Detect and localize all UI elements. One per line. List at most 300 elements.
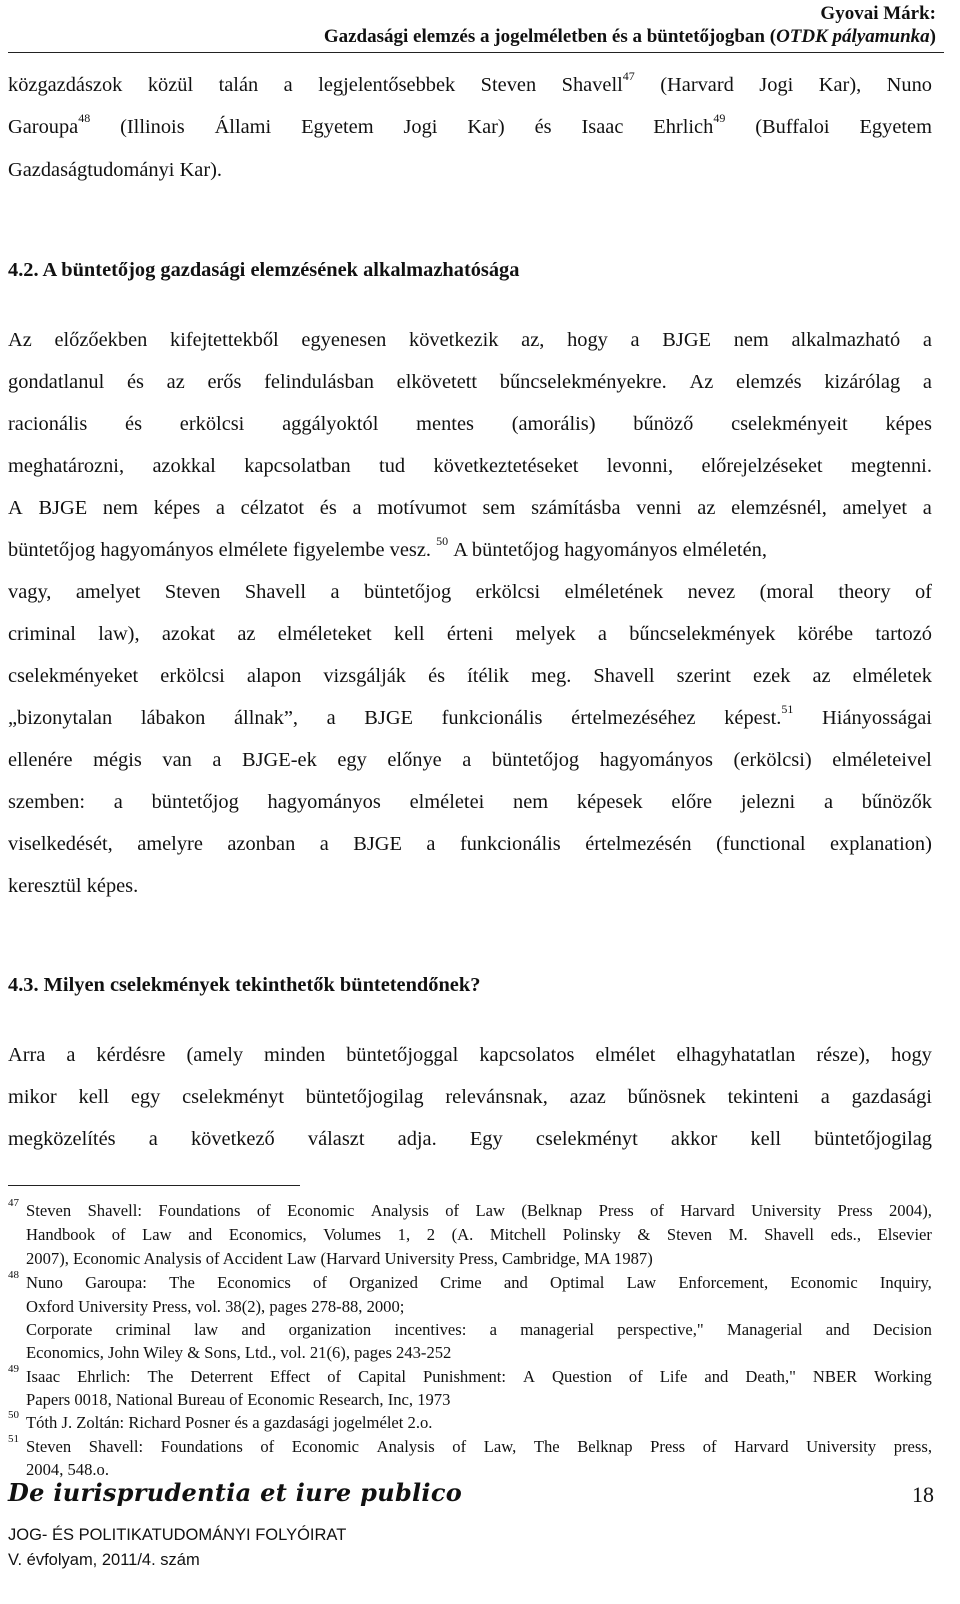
body-line: keresztül képes.: [8, 875, 139, 897]
word: bűncselekmények: [629, 623, 776, 645]
body-line: [8, 661, 932, 691]
word: elhagyhatatlan: [676, 1044, 796, 1066]
word: képest.$^{51}$: [724, 702, 794, 729]
body-line: [8, 493, 932, 523]
header-title-main: Gazdasági elemzés a jogelméletben és a büntetőjogban (: [323, 26, 777, 47]
word: Law: [626, 1273, 657, 1292]
word: kifejtettekből: [170, 329, 279, 351]
word: explanation): [830, 833, 932, 855]
footnote-number: 48: [8, 1269, 19, 1281]
word: The: [147, 1367, 174, 1386]
word: Economics,: [228, 1225, 307, 1244]
word: sem: [482, 497, 516, 519]
word: Ehrlich$^{49}$: [653, 111, 726, 138]
word: következik: [409, 329, 499, 351]
word: a: [326, 707, 336, 729]
word: büntetőjog: [151, 791, 239, 813]
footnote-line: [26, 1318, 932, 1342]
word: and: [503, 1273, 528, 1292]
word: and: [825, 1320, 850, 1339]
word: Steven: [26, 1437, 72, 1456]
word: Law,: [483, 1437, 517, 1456]
word: funkcionális: [441, 707, 543, 729]
word: Egyetem: [301, 116, 374, 138]
footnote-line: [26, 1435, 932, 1459]
footnote-line: 2004, 548.o.: [26, 1460, 109, 1479]
word: értelmezéséhez: [571, 707, 696, 729]
word: az,: [521, 329, 545, 351]
body-line: [8, 409, 932, 439]
word: és: [534, 116, 552, 138]
word: azokkal: [152, 455, 216, 477]
body-line: [8, 70, 932, 100]
body-text: büntetőjog hagyományos elmélete figyelembe vesz.: [8, 539, 431, 561]
word: Egyetem: [859, 116, 932, 138]
word: of: [445, 1201, 460, 1220]
word: 2004),: [889, 1201, 932, 1220]
word: gondatlanul: [8, 371, 105, 393]
word: Jogi: [759, 74, 794, 96]
word: Economic: [291, 1437, 360, 1456]
word: vagy,: [8, 581, 52, 603]
word: egy: [337, 749, 367, 771]
word: a: [426, 833, 436, 855]
word: Ehrlich:: [77, 1367, 131, 1386]
word: (erkölcsi): [733, 749, 812, 771]
word: alkalmazható: [791, 329, 901, 351]
word: erős: [207, 371, 242, 393]
word: Hiányosságai: [822, 707, 932, 729]
word: talán: [218, 74, 259, 96]
word: Shavell: [244, 581, 306, 603]
word: Managerial: [726, 1320, 803, 1339]
word: megtenni.: [850, 455, 932, 477]
word: (amorális): [511, 413, 596, 435]
word: University: [751, 1201, 822, 1220]
word: az: [237, 623, 256, 645]
word: számításba: [531, 497, 621, 519]
word: megközelítés: [8, 1128, 116, 1150]
word: erkölcsi: [475, 581, 541, 603]
word: ellenére: [8, 749, 73, 771]
word: and: [188, 1225, 213, 1244]
word: előzőekben: [54, 329, 148, 351]
header-author: Gyovai Márk:: [820, 3, 936, 24]
word: Harvard: [680, 1201, 735, 1220]
word: kérdésre: [96, 1044, 166, 1066]
word: amelyre: [137, 833, 203, 855]
word: képes: [885, 413, 932, 435]
word: adja.: [397, 1128, 437, 1150]
word: a: [215, 497, 225, 519]
word: kell: [394, 623, 425, 645]
word: managerial: [520, 1320, 594, 1339]
word: cselekményt: [182, 1086, 285, 1108]
word: Garoupa:: [85, 1273, 147, 1292]
word: Volumes: [323, 1225, 382, 1244]
footnote-line: Economics, John Wiley & Sons, Ltd., vol. 21(6), pages 243-252: [26, 1343, 452, 1362]
word: része),: [816, 1044, 871, 1066]
page-number: 18: [912, 1482, 934, 1507]
word: szemben:: [8, 791, 86, 813]
word: Law: [142, 1225, 172, 1244]
body-line: [8, 535, 932, 565]
word: felindulásban: [264, 371, 374, 393]
word: theory: [838, 581, 891, 603]
word: Foundations: [160, 1437, 243, 1456]
word: BJGE: [38, 497, 88, 519]
word: of: [452, 1437, 467, 1456]
word: viselkedését,: [8, 833, 113, 855]
word: következtetéseket: [433, 455, 579, 477]
word: a: [283, 74, 293, 96]
word: criminal: [8, 623, 76, 645]
word: az: [812, 665, 831, 687]
word: „bizonytalan: [8, 707, 113, 729]
word: (amely: [186, 1044, 244, 1066]
word: elméleteket: [277, 623, 372, 645]
word: Handbook: [26, 1225, 96, 1244]
word: of: [256, 1201, 271, 1220]
word: jelezni: [740, 791, 796, 813]
word: nem: [513, 791, 549, 813]
word: mégis: [93, 749, 142, 771]
word: elemzésnél,: [731, 497, 827, 519]
word: Jogi: [403, 116, 438, 138]
body-line: [8, 1124, 932, 1154]
word: (moral: [759, 581, 814, 603]
word: of: [111, 1225, 126, 1244]
word: of: [313, 1273, 327, 1292]
word: a: [113, 791, 123, 813]
word: és: [428, 665, 446, 687]
word: of: [650, 1201, 664, 1220]
footnote-line: [26, 1271, 932, 1295]
word: ítélik: [467, 665, 510, 687]
footnote-separator: [8, 1185, 300, 1186]
word: nem: [733, 329, 769, 351]
word: elmélet: [595, 1044, 656, 1066]
word: venni: [636, 497, 682, 519]
word: BJGE-ek: [242, 749, 317, 771]
word: A: [8, 497, 23, 519]
word: büntetőjog: [491, 749, 580, 771]
word: &: [637, 1225, 651, 1244]
word: Analysis: [376, 1437, 435, 1456]
word: (functional: [716, 833, 806, 855]
word: (A.: [451, 1225, 474, 1244]
word: kizárólag: [824, 371, 901, 393]
word: tartozó: [875, 623, 932, 645]
word: elméletek: [852, 665, 932, 687]
word: lábakon: [140, 707, 206, 729]
word: The: [533, 1437, 560, 1456]
word: a: [352, 497, 362, 519]
word: Isaac: [581, 116, 624, 138]
word: (Belknap: [521, 1201, 583, 1220]
word: Mitchell: [489, 1225, 547, 1244]
word: büntetőjog: [363, 581, 452, 603]
word: a: [922, 497, 932, 519]
footnote-line: Papers 0018, National Bureau of Economic Research, Inc, 1973: [26, 1390, 451, 1409]
word: amelyet: [75, 581, 141, 603]
word: tud: [379, 455, 406, 477]
word: Állami: [214, 116, 272, 138]
word: szerint: [676, 665, 731, 687]
word: büntetőjoggal: [346, 1044, 459, 1066]
word: Steven: [666, 1225, 713, 1244]
word: egyenesen: [301, 329, 387, 351]
word: funkcionális: [459, 833, 561, 855]
word: criminal: [115, 1320, 171, 1339]
word: University: [806, 1437, 877, 1456]
word: A: [523, 1367, 535, 1386]
word: Garoupa$^{48}$: [8, 111, 91, 138]
word: Economic: [287, 1201, 355, 1220]
word: Belknap: [577, 1437, 633, 1456]
word: a: [597, 623, 607, 645]
word: kell: [78, 1086, 110, 1108]
word: azaz: [569, 1086, 606, 1108]
word: amelyet: [842, 497, 908, 519]
word: Enforcement,: [678, 1273, 769, 1292]
word: 1,: [397, 1225, 411, 1244]
word: levonni,: [606, 455, 674, 477]
body-line: [8, 829, 932, 859]
word: büntetőjogilag: [814, 1128, 932, 1150]
word: Economic: [790, 1273, 858, 1292]
footnote-number: 50: [8, 1409, 19, 1421]
journal-issue: V. évfolyam, 2011/4. szám: [8, 1551, 200, 1569]
footnote-line: Tóth J. Zoltán: Richard Posner és a gazdasági jogelmélet 2.o.: [26, 1413, 433, 1432]
word: Steven: [26, 1201, 72, 1220]
body-line: [8, 1040, 932, 1070]
footnote-ref: 50: [436, 534, 449, 549]
word: Egy: [469, 1128, 503, 1150]
word: Punishment:: [423, 1367, 506, 1386]
body-line: [8, 325, 932, 355]
word: elméletének: [564, 581, 664, 603]
word: (Harvard: [660, 74, 734, 96]
body-line: [8, 745, 932, 775]
body-line: [8, 619, 932, 649]
word: perspective,": [617, 1320, 704, 1339]
word: Shavell: [593, 665, 655, 687]
word: elméleteivel: [832, 749, 932, 771]
header-title-close: ): [929, 26, 936, 47]
word: Steven: [164, 581, 221, 603]
footnote-number: 49: [8, 1363, 19, 1375]
word: Capital: [358, 1367, 407, 1386]
word: Deterrent: [190, 1367, 254, 1386]
word: Az: [689, 371, 714, 393]
section-heading-4-2: 4.2. A büntetőjog gazdasági elemzésének alkalmazhatósága: [8, 259, 520, 281]
word: Steven: [480, 74, 537, 96]
word: következő: [190, 1128, 275, 1150]
word: Law: [475, 1201, 505, 1220]
footnote-number: 51: [8, 1433, 19, 1445]
word: Crime: [440, 1273, 482, 1292]
journal-name: JOG- ÉS POLITIKATUDOMÁNYI FOLYÓIRAT: [8, 1526, 347, 1544]
word: NBER: [812, 1367, 858, 1386]
footnote-line: [26, 1223, 932, 1247]
word: of: [260, 1437, 275, 1456]
word: minden: [264, 1044, 326, 1066]
body-line: [8, 703, 932, 733]
footnote-line: Oxford University Press, vol. 38(2), pages 278-88, 2000;: [26, 1297, 405, 1316]
word: Organized: [349, 1273, 418, 1292]
word: M.: [728, 1225, 748, 1244]
word: akkor: [670, 1128, 718, 1150]
word: kapcsolatban: [244, 455, 351, 477]
word: kell: [750, 1128, 782, 1150]
word: of: [628, 1367, 643, 1386]
word: közgazdászok: [8, 74, 123, 96]
word: elméletei: [409, 791, 485, 813]
body-line: [8, 787, 932, 817]
word: előnye: [387, 749, 442, 771]
word: erkölcsi: [160, 665, 225, 687]
word: a: [330, 581, 340, 603]
word: eds.,: [830, 1225, 861, 1244]
word: Effect: [270, 1367, 311, 1386]
word: Foundations: [158, 1201, 241, 1220]
word: and: [704, 1367, 729, 1386]
word: Elsevier: [877, 1225, 932, 1244]
header-rule: [8, 52, 944, 53]
word: képesek: [576, 791, 643, 813]
word: (Buffaloi: [755, 116, 830, 138]
word: elkövetett: [396, 371, 478, 393]
word: ezek: [753, 665, 791, 687]
word: a: [148, 1128, 158, 1150]
section-heading-4-3: 4.3. Milyen cselekmények tekinthetők büntetendőnek?: [8, 974, 481, 996]
word: azonban: [227, 833, 296, 855]
word: and: [241, 1320, 266, 1339]
word: cselekményt: [535, 1128, 638, 1150]
word: gazdasági: [851, 1086, 932, 1108]
word: Economics: [217, 1273, 291, 1292]
word: bűncselekményekre.: [499, 371, 667, 393]
word: Death,": [745, 1367, 796, 1386]
word: incentives:: [394, 1320, 467, 1339]
word: Decision: [872, 1320, 932, 1339]
word: nem: [102, 497, 138, 519]
word: Life: [659, 1367, 688, 1386]
word: Kar): [467, 116, 505, 138]
footnote-ref: 49: [713, 111, 726, 126]
word: Polinsky: [562, 1225, 621, 1244]
word: Az: [8, 329, 32, 351]
word: kapcsolatos: [479, 1044, 575, 1066]
word: a: [922, 329, 932, 351]
word: bűnösnek: [627, 1086, 706, 1108]
word: Isaac: [26, 1367, 61, 1386]
word: BJGE: [662, 329, 711, 351]
body-line: [8, 112, 932, 142]
word: Question: [551, 1367, 612, 1386]
word: erkölcsi: [179, 413, 245, 435]
word: alapon: [246, 665, 302, 687]
word: a: [212, 749, 222, 771]
word: law: [194, 1320, 219, 1339]
word: The: [169, 1273, 195, 1292]
word: állnak”,: [234, 707, 298, 729]
word: nevez: [687, 581, 736, 603]
word: előre: [671, 791, 713, 813]
body-line: [8, 367, 932, 397]
word: hogy: [567, 329, 608, 351]
word: Nuno: [886, 74, 932, 96]
footnote-number: 47: [8, 1197, 19, 1209]
word: Press: [650, 1437, 686, 1456]
word: Press: [837, 1201, 873, 1220]
word: előrejelzéseket: [701, 455, 823, 477]
word: Inquiry,: [879, 1273, 932, 1292]
word: vizsgálják: [323, 665, 406, 687]
word: elemzés: [735, 371, 802, 393]
word: körébe: [797, 623, 854, 645]
word: hagyományos: [267, 791, 381, 813]
journal-title: De iurisprudentia et iure publico: [8, 1478, 463, 1507]
word: az: [166, 371, 185, 393]
word: mikor: [8, 1086, 57, 1108]
word: és: [126, 371, 144, 393]
word: és: [319, 497, 337, 519]
word: a: [823, 791, 834, 813]
word: bűnöző: [633, 413, 694, 435]
body-text: A büntetőjog hagyományos elméletén,: [453, 539, 767, 561]
word: bűnözők: [861, 791, 932, 813]
word: a: [66, 1044, 76, 1066]
word: a: [462, 749, 472, 771]
word: organization: [288, 1320, 372, 1339]
word: Shavell: [764, 1225, 814, 1244]
word: és: [125, 413, 143, 435]
word: hagyományos: [599, 749, 713, 771]
footnote-ref: 51: [781, 702, 794, 717]
header-title: [324, 25, 936, 48]
word: értelmezésén: [585, 833, 692, 855]
word: a: [489, 1320, 497, 1339]
word: meg.: [531, 665, 572, 687]
word: Shavell:: [87, 1201, 142, 1220]
footnote-ref: 48: [78, 111, 91, 126]
word: melyek: [515, 623, 576, 645]
word: mentes: [416, 413, 474, 435]
word: hogy: [891, 1044, 932, 1066]
footnote-line: [26, 1199, 932, 1223]
word: Corporate: [26, 1320, 93, 1339]
word: Working: [874, 1367, 932, 1386]
footnote-ref: 47: [622, 69, 635, 84]
word: célzatot: [240, 497, 305, 519]
word: of: [702, 1437, 717, 1456]
body-line: [8, 451, 932, 481]
word: a: [319, 833, 329, 855]
word: van: [162, 749, 192, 771]
word: law),: [98, 623, 140, 645]
body-line: [8, 577, 932, 607]
word: Kar),: [818, 74, 862, 96]
word: választ: [307, 1128, 365, 1150]
footnote-line: 2007), Economic Analysis of Accident Law (Harvard University Press, Cambridge, MA 1987): [26, 1249, 653, 1268]
word: cselekményeket: [8, 665, 139, 687]
word: egy: [130, 1086, 161, 1108]
word: motívumot: [377, 497, 467, 519]
word: BJGE: [364, 707, 414, 729]
word: képes: [153, 497, 201, 519]
